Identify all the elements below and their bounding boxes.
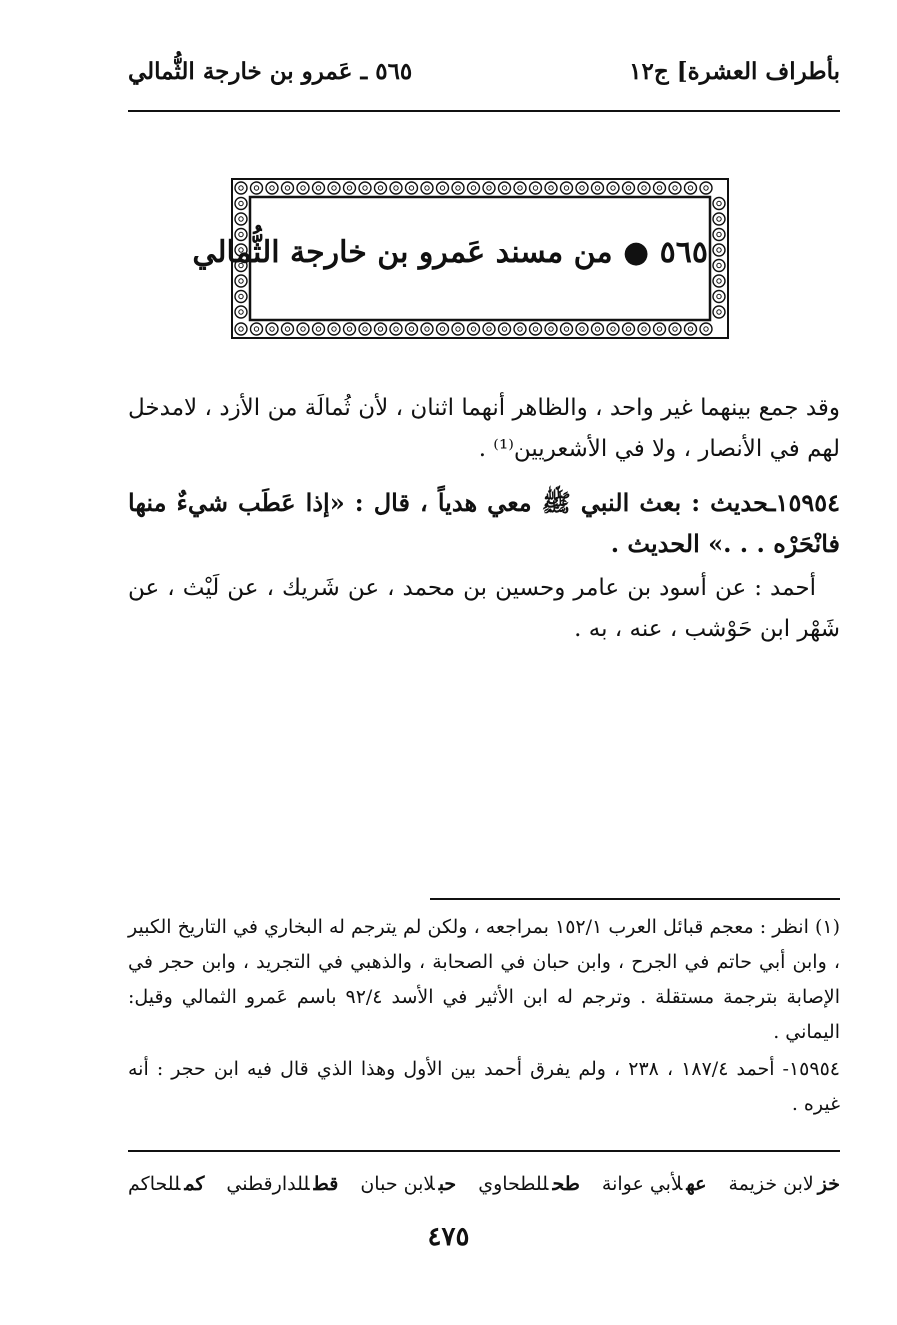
hadith-paragraph xyxy=(128,482,840,564)
header-divider xyxy=(128,110,840,112)
page-number: ٤٧٥ xyxy=(427,1222,470,1252)
running-header xyxy=(128,58,840,98)
footnote: (١) انظر : معجم قبائل العرب ١٥٢/١ بمراجعه ، ولكن لم يترجم له البخاري في التاريخ الكبير ، وابن أبي حاتم في الجرح ، وابن حبان في الصحابة ، والذهبي في التجريد ، وابن حجر في الإصابة بترجمة مستقلة . وترجم له ابن الأثير في الأسد ٩٢/٤ باسم عَمرو الثمالي وقيل: اليماني . xyxy=(128,916,840,1043)
abbreviation-item: عهلأبي عوانة xyxy=(601,1173,707,1195)
header-book-volume: بأطراف العشرة] ج١٢ xyxy=(629,58,840,85)
footnotes xyxy=(128,910,840,1122)
isnad-paragraph: أحمد : عن أسود بن عامر وحسين بن محمد ، عن شَريك ، عن لَيْث ، عن شَهْر ابن حَوْشب ، عنه ، به . xyxy=(128,575,840,642)
header-chapter: ٥٦٥ ـ عَمرو بن خارجة الثُّمالي xyxy=(128,58,413,85)
abbreviations-divider xyxy=(128,1150,840,1152)
abbreviation-item: كمللحاكم xyxy=(128,1173,205,1195)
hadith-number: ١٥٩٥٤ xyxy=(775,488,840,517)
footnote: ١٥٩٥٤- أحمد ١٨٧/٤ ، ٢٣٨ ، ولم يفرق أحمد بين الأول وهذا الذي قال فيه ابن حجر : أنه غيره . xyxy=(128,1058,840,1115)
intro-paragraph: وقد جمع بينهما غير واحد ، والظاهر أنهما اثنان ، لأن ثُمالَة من الأزد ، لامدخل لهم في الأنصار ، ولا في الأشعريين⁽¹⁾ . xyxy=(128,395,840,462)
abbreviation-item: خزلابن خزيمة xyxy=(728,1173,840,1195)
abbreviation-item: قطللدارقطني xyxy=(226,1173,339,1195)
chapter-title: ٥٦٥ ● من مسند عَمرو بن خارجة الثُّمالي xyxy=(192,235,708,270)
main-text xyxy=(128,388,840,650)
chapter-title-frame xyxy=(192,177,730,340)
footnote-divider xyxy=(430,898,840,900)
abbreviation-item: حبلابن حبان xyxy=(360,1173,457,1195)
hadith-text: ـحديث : بعث النبي ﷺ معي هدياً ، قال : «إذا عَطَب شيءٌ منها فانْحَرْه . . .» الحديث . xyxy=(128,488,840,558)
abbreviations-key xyxy=(128,1166,840,1202)
abbreviation-item: طحللطحاوي xyxy=(478,1173,580,1195)
